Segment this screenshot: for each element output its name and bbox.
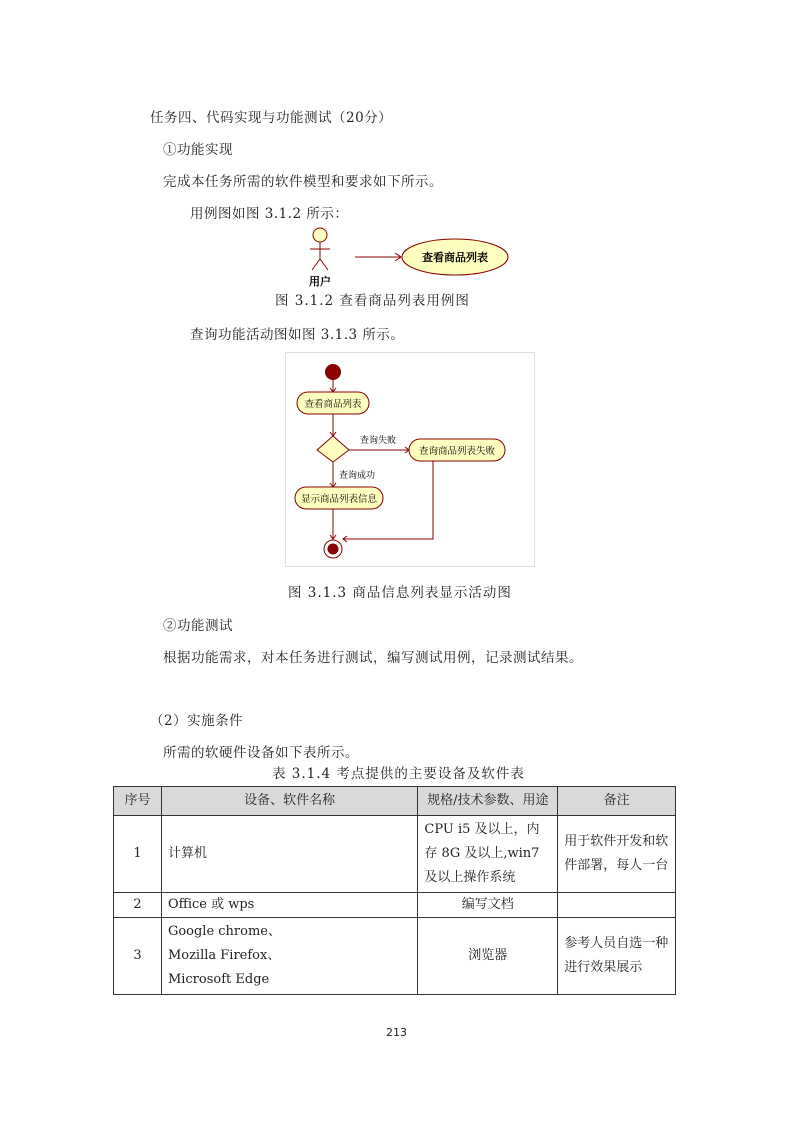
- actor-icon: [310, 228, 330, 270]
- task4-heading: 任务四、代码实现与功能测试（20分）: [150, 110, 393, 126]
- cell-name-line: Google chrome、: [167, 924, 281, 939]
- activity-view-list-label: 查看商品列表: [304, 399, 362, 410]
- cell-name: [161, 918, 417, 995]
- header-num: 序号: [114, 787, 162, 816]
- requirements-paragraph: 完成本任务所需的软件模型和要求如下所示。: [163, 174, 443, 190]
- cell-name: 计算机: [161, 816, 417, 893]
- usecase-diagram: [300, 225, 520, 293]
- usecase-intro: 用例图如图 3.1.2 所示：: [190, 206, 349, 222]
- cell-spec: CPU i5 及以上，内存 8G 及以上,win7 及以上操作系统: [418, 816, 558, 893]
- activity-query-failed-label: 查询商品列表失败: [418, 446, 496, 457]
- cell-note: 参考人员自选一种进行效果展示: [558, 918, 676, 995]
- conditions-heading: （2）实施条件: [150, 713, 244, 729]
- table-caption: 表 3.1.4 考点提供的主要设备及软件表: [272, 766, 525, 782]
- cell-num: 2: [114, 893, 162, 918]
- test-paragraph: 根据功能需求，对本任务进行测试，编写测试用例，记录测试结果。: [163, 650, 583, 666]
- usecase-label: 查看商品列表: [422, 251, 488, 264]
- cell-name-line: Microsoft Edge: [167, 972, 270, 987]
- activity-intro: 查询功能活动图如图 3.1.3 所示。: [190, 327, 405, 343]
- table-row: [114, 918, 676, 995]
- success-guard-label: 查询成功: [339, 471, 376, 481]
- header-note: 备注: [558, 787, 676, 816]
- cell-spec: 浏览器: [418, 918, 558, 995]
- actor-label: 用户: [309, 275, 331, 288]
- page-number: 213: [386, 1026, 407, 1039]
- activity-diagram: [285, 352, 535, 567]
- cell-num: 1: [114, 816, 162, 893]
- equipment-table: [113, 786, 676, 995]
- fig-312-caption: 图 3.1.2 查看商品列表用例图: [275, 293, 470, 309]
- fig-313-caption: 图 3.1.3 商品信息列表显示活动图: [288, 585, 512, 601]
- table-header-row: [114, 787, 676, 816]
- fail-guard-label: 查询失败: [360, 436, 397, 446]
- cell-name-line: Mozilla Firefox、: [167, 948, 281, 963]
- equipment-paragraph: 所需的软硬件设备如下表所示。: [163, 745, 359, 761]
- table-row: [114, 893, 676, 918]
- header-name: 设备、软件名称: [161, 787, 417, 816]
- start-node: [325, 364, 341, 380]
- cell-num: 3: [114, 918, 162, 995]
- table-row: [114, 816, 676, 893]
- header-spec: 规格/技术参数、用途: [418, 787, 558, 816]
- cell-note: 用于软件开发和软件部署，每人一台: [558, 816, 676, 893]
- cell-spec: 编写文档: [418, 893, 558, 918]
- activity-show-list-label: 显示商品列表信息: [300, 494, 378, 505]
- cell-note: [558, 893, 676, 918]
- cell-name: Office 或 wps: [161, 893, 417, 918]
- function-implementation-title: ①功能实现: [163, 142, 233, 158]
- function-test-title: ②功能测试: [163, 618, 233, 634]
